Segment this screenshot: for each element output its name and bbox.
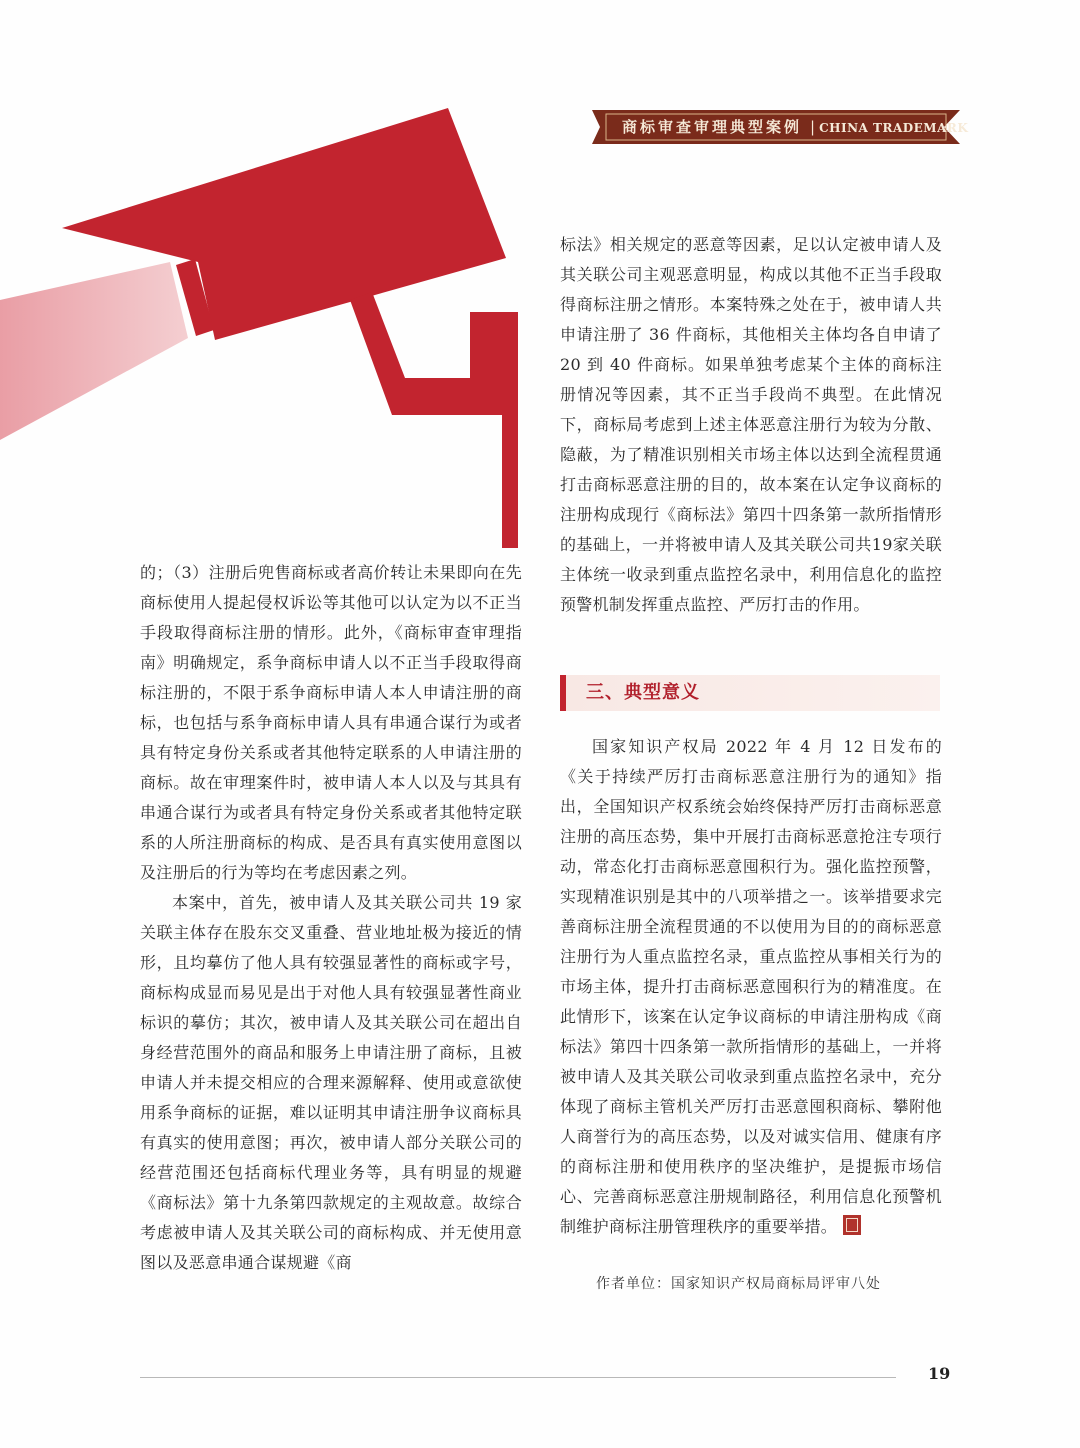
left-column	[140, 558, 522, 1278]
banner-title-cn: 商标审查审理典型案例	[622, 118, 803, 136]
page-number: 19	[928, 1364, 951, 1383]
header-banner	[592, 110, 969, 144]
light-beam	[0, 262, 188, 440]
paragraph: 国家知识产权局 2022 年 4 月 12 日发布的《关于持续严厉打击商标恶意注册行为的通知》指出，全国知识产权系统会始终保持严厉打击商标恶意注册的高压态势，集中开展打击商标恶意抢注专项行动，常态化打击商标恶意囤积行为。强化监控预警，实现精准识别是其中的八项举措之一。该举措要求完善商标注册全流程贯通的不以使用为目的的商标恶意注册行为人重点监控名录，重点监控从事相关行为的市场主体，提升打击商标恶意囤积行为的精准度。在此情形下，该案在认定争议商标的申请注册构成《商标法》第四十四条第一款所指情形的基础上，一并将被申请人及其关联公司收录到重点监控名录中，充分体现了商标主管机关严厉打击恶意囤积商标、攀附他人商誉行为的高压态势，以及对诚实信用、健康有序的商标注册和使用秩序的坚决维护，是提振市场信心、完善商标恶意注册规制路径，利用信息化预警机制维护商标注册管理秩序的重要举措。	[560, 737, 942, 1236]
banner-title-en: CHINA TRADEMARK	[819, 121, 969, 135]
right-column	[560, 230, 942, 620]
surveillance-camera-illustration	[0, 0, 520, 560]
banner-separator: |	[810, 118, 816, 136]
section-title: 三、典型意义	[586, 682, 700, 703]
footer-divider	[140, 1377, 896, 1378]
section-body	[560, 732, 942, 1242]
camera-pole	[502, 312, 518, 548]
camera-mount-arm	[350, 292, 502, 415]
section-heading	[560, 675, 940, 711]
paragraph: 本案中，首先，被申请人及其关联公司共 19 家关联主体存在股东交叉重叠、营业地址极为接近的情形，且均摹仿了他人具有较强显著性的商标或字号，商标构成显而易见是出于对他人具有较强显著性商业标识的摹仿；其次，被申请人及其关联公司在超出自身经营范围外的商品和服务上申请注册了商标，且被申请人并未提交相应的合理来源解释、使用或意欲使用系争商标的证据，难以证明其申请注册争议商标具有真实的使用意图；再次，被申请人部分关联公司的经营范围还包括商标代理业务等，具有明显的规避《商标法》第十九条第四款规定的主观故意。故综合考虑被申请人及其关联公司的商标构成、并无使用意图以及恶意串通合谋规避《商	[140, 893, 522, 1272]
author-affiliation: 作者单位：国家知识产权局商标局评审八处	[596, 1276, 881, 1292]
paragraph: 标法》相关规定的恶意等因素，足以认定被申请人及其关联公司主观恶意明显，构成以其他不正当手段取得商标注册之情形。本案特殊之处在于，被申请人共申请注册了 36 件商标，其他相关主体均各自申请了 20 到 40 件商标。如果单独考虑某个主体的商标注册情况等因素，其不正当手段尚不典型。在此情况下，商标局考虑到上述主体恶意注册行为较为分散、隐蔽，为了精准识别相关市场主体以达到全流程贯通打击商标恶意注册的目的，故本案在认定争议商标的注册构成现行《商标法》第四十四条第一款所指情形的基础上，一并将被申请人及其关联公司共19家关联主体统一收录到重点监控名录中，利用信息化的监控预警机制发挥重点监控、严厉打击的作用。	[560, 235, 942, 614]
paragraph: 的；（3）注册后兜售商标或者高价转让未果即向在先商标使用人提起侵权诉讼等其他可以认定为以不正当手段取得商标注册的情形。此外，《商标审查审理指南》明确规定，系争商标申请人以不正当手段取得商标注册的，不限于系争商标申请人本人申请注册的商标，也包括与系争商标申请人具有串通合谋行为或者具有特定身份关系或者其他特定联系的人申请注册的商标。故在审理案件时，被申请人本人以及与其具有串通合谋行为或者具有特定身份关系或者其他特定联系的人所注册商标的构成、是否具有真实使用意图以及注册后的行为等均在考虑因素之列。	[140, 563, 522, 882]
seal-icon	[843, 1215, 861, 1235]
section-heading-bar	[560, 675, 566, 711]
